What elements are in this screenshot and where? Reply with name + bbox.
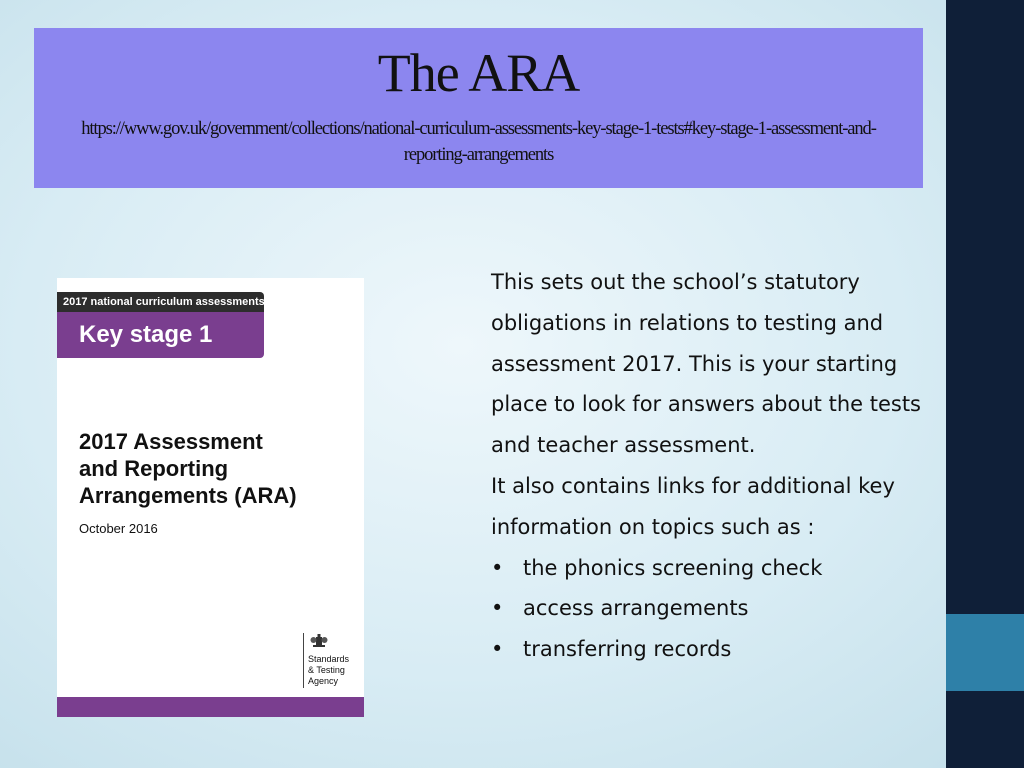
- cover-title-line: Arrangements (ARA): [79, 483, 297, 508]
- cover-header-text: 2017 national curriculum assessments: [63, 296, 265, 308]
- body-line: It also contains links for additional key: [491, 473, 895, 498]
- ara-cover-image: [57, 278, 364, 717]
- bullet-item: [491, 548, 971, 589]
- body-line: and teacher assessment.: [491, 433, 756, 458]
- body-line: place to look for answers about the tests: [491, 392, 921, 417]
- sta-logo: [303, 633, 364, 688]
- royal-crest-icon: [310, 634, 328, 648]
- body-line: information on topics such as :: [491, 514, 815, 539]
- cover-key-stage-label: Key stage 1: [79, 321, 213, 348]
- bullet-icon: •: [491, 555, 504, 580]
- bullet-icon: •: [491, 596, 504, 621]
- cover-title: [79, 428, 359, 509]
- cover-footer-bar: [57, 697, 364, 717]
- bullet-item: [491, 588, 971, 629]
- cover-title-line: and Reporting: [79, 456, 229, 481]
- bullet-text: access arrangements: [523, 596, 749, 621]
- body-text: [491, 262, 971, 670]
- slide-title: The ARA: [377, 43, 580, 103]
- bullet-icon: •: [491, 637, 504, 662]
- bullet-text: the phonics screening check: [523, 555, 823, 580]
- body-line: obligations in relations to testing and: [491, 310, 884, 335]
- bullet-item: [491, 629, 971, 670]
- body-line: This sets out the school’s statutory: [491, 270, 860, 294]
- bullet-text: transferring records: [523, 637, 732, 662]
- cover-date: October 2016: [79, 521, 158, 536]
- body-line: assessment 2017. This is your starting: [491, 351, 898, 376]
- ara-link[interactable]: https://www.gov.uk/government/collections/national-curriculum-assessments-key-stage-1-tests#key-stage-1-assessment-and-reporting-arrangements: [81, 119, 876, 165]
- cover-title-line: 2017 Assessment: [79, 429, 263, 454]
- title-box: [34, 28, 923, 188]
- agency-name: Standards & Testing Agency: [308, 654, 350, 686]
